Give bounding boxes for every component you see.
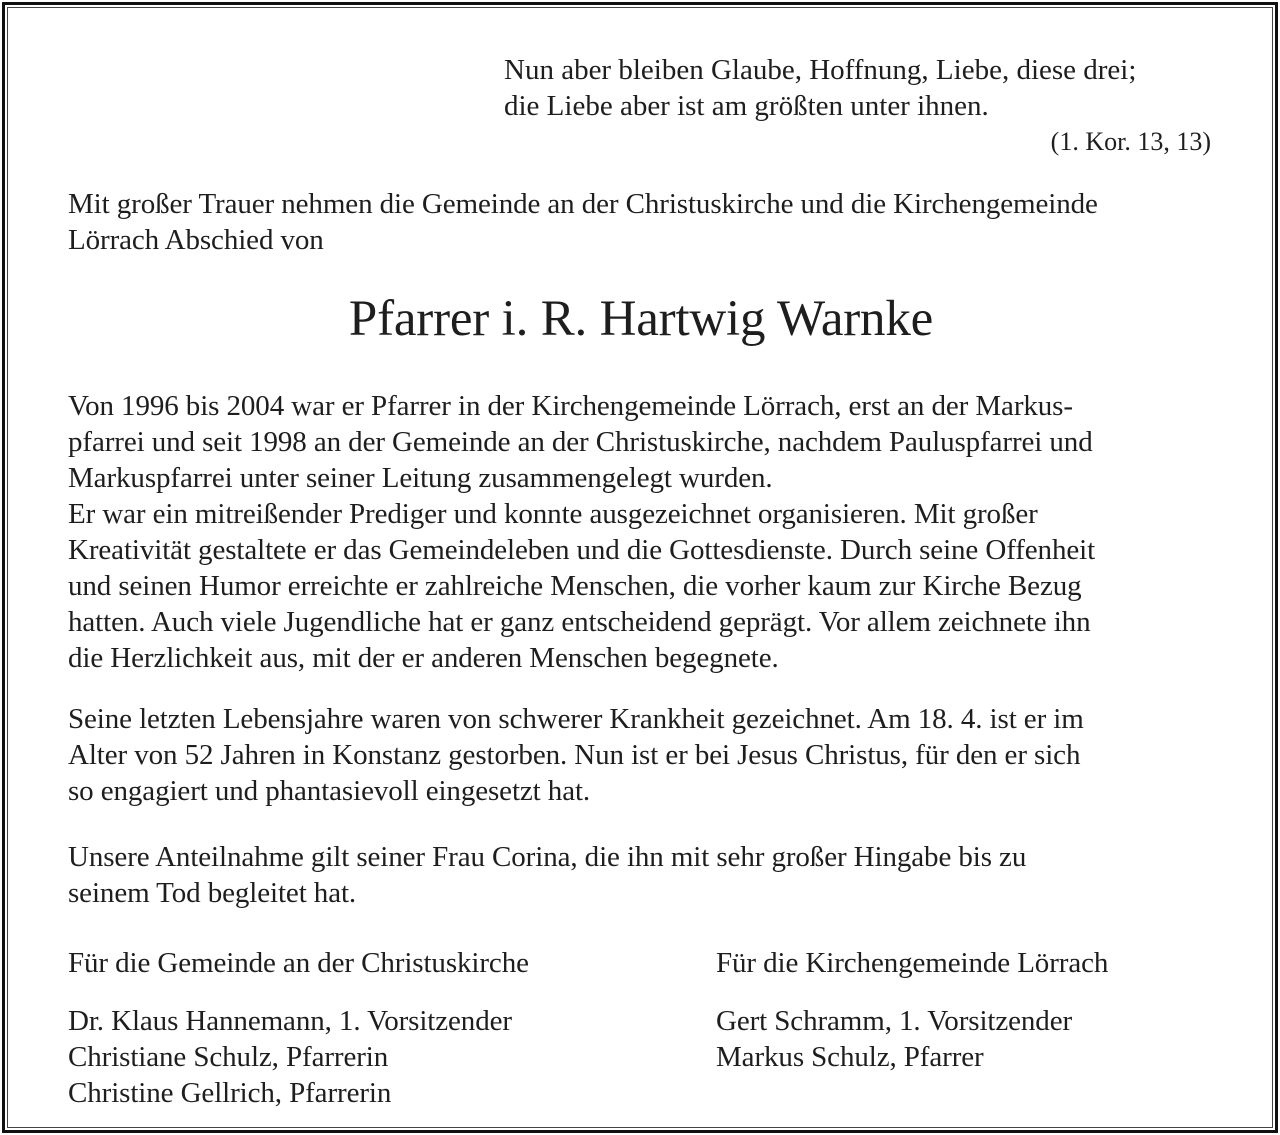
paragraph-line: Seine letzten Lebensjahre waren von schwerer Krankheit gezeichnet. Am 18. 4. ist er im — [68, 703, 1084, 735]
signatory: Markus Schulz, Pfarrer — [716, 1041, 984, 1073]
signature-block-left — [68, 945, 529, 1111]
signatory: Gert Schramm, 1. Vorsitzender — [716, 1005, 1073, 1037]
paragraph-line: Kreativität gestaltete er das Gemeindeleben und die Gottesdienste. Durch seine Offenheit — [68, 534, 1096, 566]
bible-verse-line: Nun aber bleiben Glaube, Hoffnung, Liebe, diese drei; — [504, 54, 1137, 86]
paragraph-line: Unsere Anteilnahme gilt seiner Frau Corina, die ihn mit sehr großer Hingabe bis zu — [68, 841, 1027, 873]
signatory: Christiane Schulz, Pfarrerin — [68, 1041, 389, 1073]
paragraph-line: Von 1996 bis 2004 war er Pfarrer in der Kirchengemeinde Lörrach, erst an der Markus- — [68, 390, 1073, 422]
deceased-name: Pfarrer i. R. Hartwig Warnke — [348, 291, 934, 347]
intro-text — [68, 186, 1098, 258]
illness-paragraph — [68, 701, 1084, 809]
signature-block-right — [716, 945, 1108, 1075]
paragraph-line: pfarrei und seit 1998 an der Gemeinde an der Christuskirche, nachdem Pauluspfarrei und — [68, 426, 1093, 458]
paragraph-line: Er war ein mitreißender Prediger und konnte ausgezeichnet organisieren. Mit großer — [68, 498, 1038, 530]
intro-line: Lörrach Abschied von — [68, 224, 324, 256]
bible-verse — [504, 52, 1136, 124]
paragraph-line: und seinen Humor erreichte er zahlreiche Menschen, die vorher kaum zur Kirche Bezug — [68, 570, 1082, 602]
intro-line: Mit großer Trauer nehmen die Gemeinde an der Christuskirche und die Kirchengemeinde — [68, 188, 1098, 220]
signatory: Christine Gellrich, Pfarrerin — [68, 1077, 392, 1109]
paragraph-line: hatten. Auch viele Jugendliche hat er ganz entscheidend geprägt. Vor allem zeichnete ihn — [68, 606, 1091, 638]
paragraph-line: so engagiert und phantasievoll eingesetzt hat. — [68, 775, 591, 807]
biography-paragraph — [68, 388, 1095, 676]
signature-heading: Für die Kirchengemeinde Lörrach — [716, 947, 1109, 979]
paragraph-line: seinem Tod begleitet hat. — [68, 877, 357, 909]
bible-verse-line: die Liebe aber ist am größten unter ihnen. — [504, 90, 989, 122]
signature-heading: Für die Gemeinde an der Christuskirche — [68, 947, 529, 979]
paragraph-line: Alter von 52 Jahren in Konstanz gestorben. Nun ist er bei Jesus Christus, für den er sich — [68, 739, 1081, 771]
paragraph-line: Markuspfarrei unter seiner Leitung zusammengelegt wurden. — [68, 462, 773, 494]
notice-border — [2, 2, 1278, 1133]
paragraph-line: die Herzlichkeit aus, mit der er anderen Menschen begegnete. — [68, 642, 779, 674]
condolence-paragraph — [68, 839, 1026, 911]
bible-reference: (1. Kor. 13, 13) — [1050, 127, 1211, 156]
signatory: Dr. Klaus Hannemann, 1. Vorsitzender — [68, 1005, 512, 1037]
